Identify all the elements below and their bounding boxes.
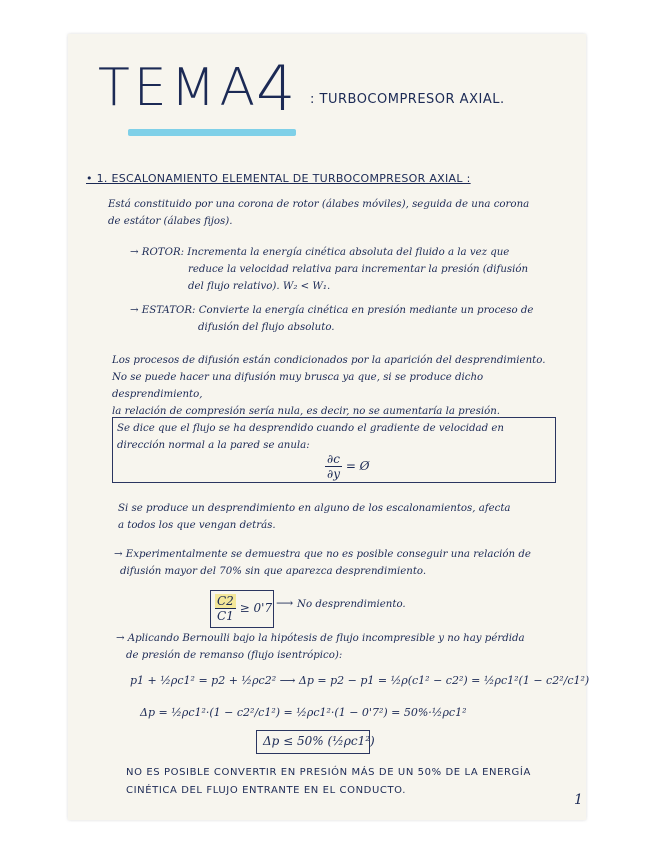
section-heading: • 1. ESCALONAMIENTO ELEMENTAL DE TURBOCOMPRESOR AXIAL : — [86, 172, 471, 185]
rotor-line-3: del flujo relativo). W₂ < W₁. — [188, 281, 331, 292]
bernoulli-arrow: ⟶ — [279, 674, 296, 687]
ratio-conclusion — [276, 596, 406, 613]
desprend-line-2: a todos los que vengan detrás. — [118, 520, 276, 531]
box1-line-1: Se dice que el flujo se ha desprendido cuando el gradiente de velocidad en — [117, 423, 504, 434]
difusion-line-2: No se puede hacer una difusión muy brusca ya que, si se produce dicho desprendimiento, — [112, 372, 484, 400]
estator-line-2: difusión del flujo absoluto. — [198, 322, 335, 333]
gradient-numerator: ∂c — [325, 452, 342, 467]
intro-paragraph — [108, 196, 558, 230]
gradient-equation — [325, 452, 370, 481]
pressure-rise-equation: Δp = ½ρc1²·(1 − c2²/c1²) = ½ρc1²·(1 − 0'7²) = 50%·½ρc1² — [140, 706, 467, 719]
difusion-paragraph — [112, 352, 562, 420]
ratio-box — [210, 590, 274, 628]
bernoulli-paragraph — [116, 630, 566, 664]
definition-box — [112, 417, 556, 483]
result-text: Δp ≤ 50% (½ρc1²) — [263, 734, 375, 748]
ratio-arrow: ⟶ — [276, 596, 294, 610]
conclusion — [126, 764, 566, 800]
bernoulli-equation — [130, 674, 589, 687]
estator-paragraph — [130, 302, 560, 336]
title-number: 4 — [256, 52, 296, 125]
difusion-line-3: la relación de compresión sería nula, es decir, no se aumentaría la presión. — [112, 406, 501, 417]
rotor-line-1: → ROTOR: Incrementa la energía cinética absoluta del fluido a la vez que — [130, 247, 510, 258]
notebook-page — [68, 34, 590, 820]
intro-line-2: de estátor (álabes fijos). — [108, 216, 233, 227]
ratio-denominator: C1 — [217, 609, 234, 623]
gradient-rhs: = Ø — [345, 459, 370, 473]
page-number: 1 — [574, 792, 583, 808]
bernoulli-line-1: → Aplicando Bernoulli bajo la hipótesis de flujo incompresible y no hay pérdida — [116, 633, 525, 644]
bernoulli-rhs: Δp = p2 − p1 = ½ρ(c1² − c2²) = ½ρc1²(1 − c2²/c1²) — [298, 674, 590, 687]
gradient-denominator: ∂y — [327, 467, 340, 481]
bernoulli-lhs: p1 + ½ρc1² = p2 + ½ρc2² — [130, 674, 277, 687]
ratio-rhs: ≥ 0'7 — [239, 601, 273, 615]
estator-line-1: → ESTATOR: Convierte la energía cinética en presión mediante un proceso de — [130, 305, 534, 316]
conclusion-line-2: CINÉTICA DEL FLUJO ENTRANTE EN EL CONDUCTO. — [126, 785, 407, 796]
title-word: TEMA — [98, 58, 260, 118]
ratio-conclusion-text: No desprendimiento. — [297, 599, 406, 610]
ratio-numerator: C2 — [217, 594, 234, 608]
rotor-line-2: reduce la velocidad relativa para incrementar la presión (difusión — [188, 264, 529, 275]
title-subtitle: : TURBOCOMPRESOR AXIAL. — [310, 92, 505, 107]
rotor-paragraph — [130, 244, 560, 295]
difusion-line-1: Los procesos de difusión están condicionados por la aparición del desprendimiento. — [112, 355, 546, 366]
experim-line-1: → Experimentalmente se demuestra que no es posible conseguir una relación de — [114, 549, 531, 560]
ratio-equation — [215, 594, 272, 623]
result-box — [256, 730, 375, 754]
box1-line-2: dirección normal a la pared se anula: — [117, 440, 310, 451]
desprend-paragraph — [118, 500, 568, 534]
title-highlight — [128, 129, 296, 136]
desprend-line-1: Si se produce un desprendimiento en alguno de los escalonamientos, afecta — [118, 503, 511, 514]
conclusion-line-1: NO ES POSIBLE CONVERTIR EN PRESIÓN MÁS DE UN 50% DE LA ENERGÍA — [126, 767, 531, 778]
intro-line-1: Está constituido por una corona de rotor (álabes móviles), seguida de una corona — [108, 199, 530, 210]
experim-line-2: difusión mayor del 70% sin que aparezca desprendimiento. — [120, 566, 427, 577]
bernoulli-line-2: de presión de remanso (flujo isentrópico): — [126, 650, 343, 661]
experim-paragraph — [114, 546, 564, 580]
